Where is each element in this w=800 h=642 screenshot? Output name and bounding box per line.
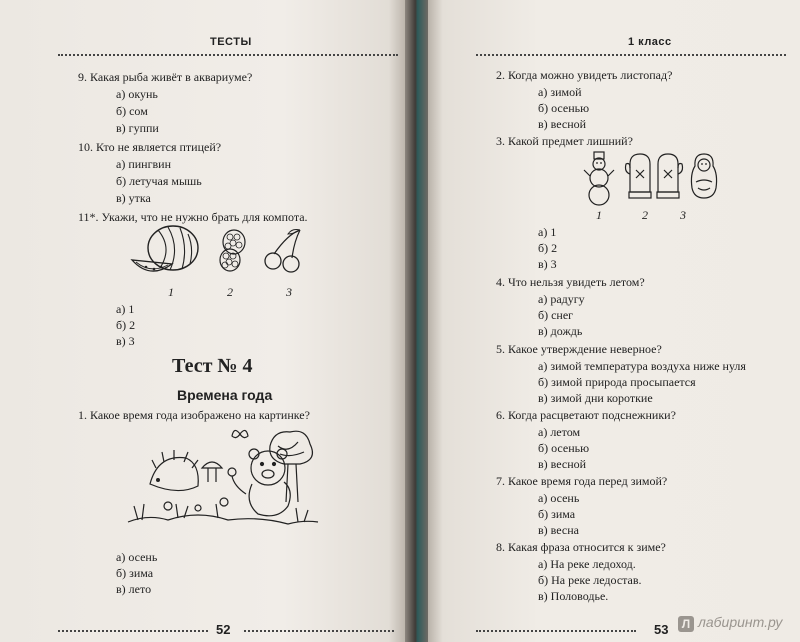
q3-option-a: а) 1: [538, 225, 557, 239]
q6-option-c: в) весной: [538, 457, 587, 471]
question-5: 5. Какое утверждение неверное?: [496, 342, 662, 356]
question-4: 4. Что нельзя увидеть летом?: [496, 275, 645, 289]
question-11: 11*. Укажи, что не нужно брать для компота.: [78, 210, 308, 224]
question-1: 1. Какое время года изображено на картинке?: [78, 408, 310, 422]
q4-option-b: б) снег: [538, 308, 574, 322]
q1-option-a: а) осень: [116, 550, 158, 564]
q11-option-a: а) 1: [116, 302, 135, 316]
cherry-illustration: [262, 228, 304, 274]
question-8: 8. Какая фраза относится к зиме?: [496, 540, 666, 554]
header-divider: [58, 54, 398, 56]
question-9: 9. Какая рыба живёт в аквариуме?: [78, 70, 253, 84]
q10-option-c: в) утка: [116, 191, 151, 205]
running-header: 1 класс: [628, 36, 672, 48]
q11-image-number-2: 2: [227, 285, 233, 299]
footer-divider-left: [58, 630, 208, 632]
page-number-right: 53: [654, 622, 669, 637]
mittens-illustration: [626, 150, 682, 202]
q8-option-b: б) На реке ледостав.: [538, 573, 642, 587]
q8-option-c: в) Половодье.: [538, 589, 609, 603]
page-number-left: 52: [216, 622, 231, 637]
running-header: ТЕСТЫ: [210, 36, 252, 48]
q1-option-c: в) лето: [116, 582, 152, 596]
question-7: 7. Какое время года перед зимой?: [496, 474, 668, 488]
right-page: [428, 0, 800, 642]
q9-option-a: а) окунь: [116, 87, 158, 101]
q11-image-number-3: 3: [286, 285, 292, 299]
q4-option-a: а) радугу: [538, 292, 585, 306]
watermark-logo: Л: [678, 616, 694, 632]
q2-option-c: в) весной: [538, 117, 587, 131]
q11-option-c: в) 3: [116, 334, 135, 348]
question-6: 6. Когда расцветают подснежники?: [496, 408, 676, 422]
test-title: Тест № 4: [172, 355, 253, 377]
q3-image-number-1: 1: [596, 208, 602, 222]
snowman-illustration: [584, 150, 614, 204]
watermelon-illustration: [128, 222, 204, 280]
q4-option-c: в) дождь: [538, 324, 583, 338]
test-subtitle: Времена года: [177, 387, 273, 403]
raspberry-illustration: [216, 228, 250, 274]
q6-option-b: б) осенью: [538, 441, 590, 455]
matryoshka-illustration: [690, 152, 718, 200]
q10-option-a: а) пингвин: [116, 157, 172, 171]
q7-option-b: б) зима: [538, 507, 576, 521]
q5-option-b: б) зимой природа просыпается: [538, 375, 696, 389]
q6-option-a: а) летом: [538, 425, 581, 439]
question-3: 3. Какой предмет лишний?: [496, 134, 633, 148]
q2-option-a: а) зимой: [538, 85, 582, 99]
question-10: 10. Кто не является птицей?: [78, 140, 222, 154]
q3-option-b: б) 2: [538, 241, 558, 255]
header-divider: [476, 54, 786, 56]
q7-option-a: а) осень: [538, 491, 580, 505]
q3-image-number-2: 2: [642, 208, 648, 222]
q7-option-c: в) весна: [538, 523, 579, 537]
q8-option-a: а) На реке ледоход.: [538, 557, 636, 571]
q3-image-number-3: 3: [680, 208, 686, 222]
footer-divider-right: [244, 630, 394, 632]
season-scene-illustration: [128, 424, 318, 540]
q9-option-c: в) гуппи: [116, 121, 159, 135]
question-2: 2. Когда можно увидеть листопад?: [496, 68, 673, 82]
q5-option-a: а) зимой температура воздуха ниже нуля: [538, 359, 746, 373]
watermark-text: лабиринт.ру: [698, 614, 783, 630]
q11-option-b: б) 2: [116, 318, 136, 332]
q10-option-b: б) летучая мышь: [116, 174, 202, 188]
book-spine: [405, 0, 428, 642]
q3-option-c: в) 3: [538, 257, 557, 271]
q11-image-number-1: 1: [168, 285, 174, 299]
q2-option-b: б) осенью: [538, 101, 590, 115]
footer-divider: [476, 630, 636, 632]
q9-option-b: б) сом: [116, 104, 148, 118]
q1-option-b: б) зима: [116, 566, 154, 580]
q5-option-c: в) зимой дни короткие: [538, 391, 653, 405]
